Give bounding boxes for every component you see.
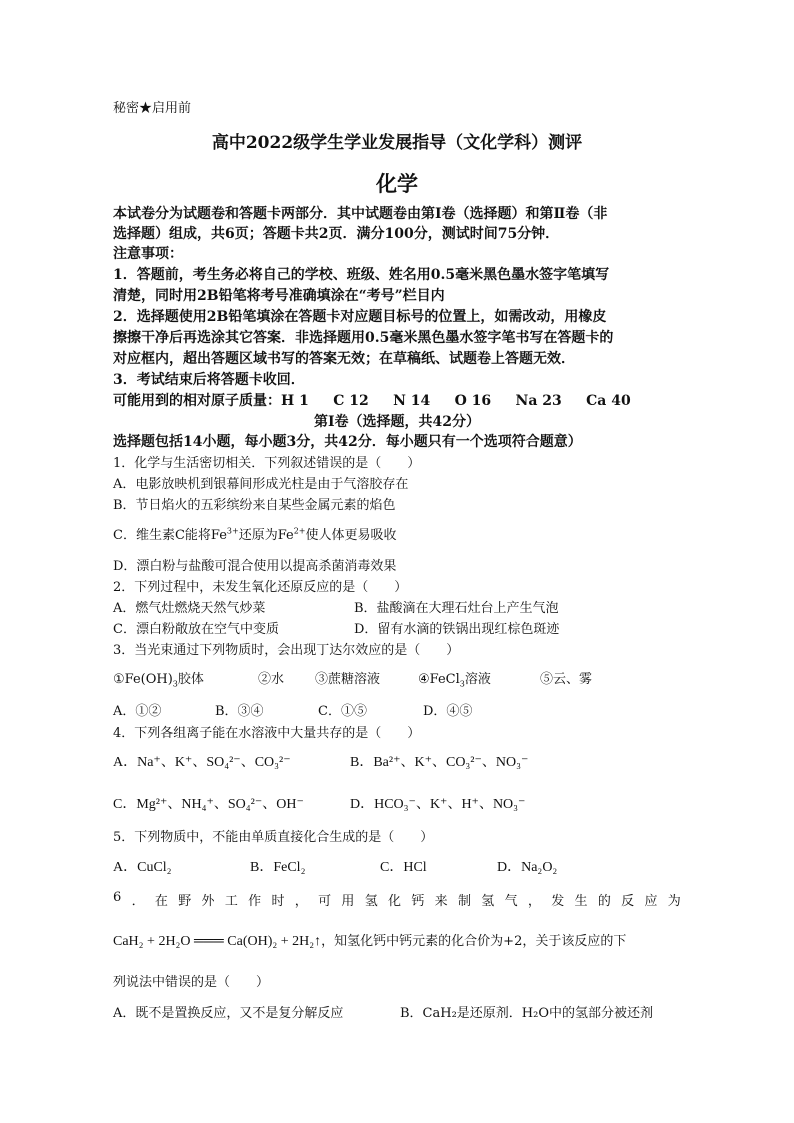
question-6-stem-char: 时 (271, 894, 285, 909)
notice-2c: 对应框内，超出答题区域书写的答案无效；在草稿纸、试题卷上答题无效． (113, 351, 575, 367)
atomic-masses: 可能用到的相对原子质量：H 1 C 12 N 14 O 16 Na 23 Ca 40 (113, 393, 631, 409)
question-2-option-b: B．盐酸滴在大理石灶台上产生气泡 (354, 601, 559, 616)
question-3-item-4: ④FeCl$_3$溶液 (418, 672, 491, 689)
question-5-option-c: C．HCl (380, 860, 427, 875)
question-4-option-a: A．Na⁺、K⁺、SO₄²⁻、CO₃²⁻ (113, 755, 291, 770)
question-6-option-a: A．既不是置换反应，又不是复分解反应 (113, 1006, 344, 1021)
subject-title: 化学 (376, 171, 418, 196)
reaction-equation: CaH₂ + 2H₂O ═══ Ca(OH)₂ + 2H₂↑ (113, 934, 322, 949)
question-4-stem: 4．下列各组离子能在水溶液中大量共存的是（ ） (113, 726, 421, 741)
exam-title: 高中2022级学生学业发展指导（文化学科）测评 (211, 133, 583, 153)
question-1-option-c: C．维生素C能将$Fe^{3+}$还原为$Fe^{2+}$使人体更易吸收 (113, 526, 397, 543)
intro-line-2: 选择题）组成，共6页；答题卡共2页．满分100分，测试时间75分钟． (113, 226, 560, 242)
question-1-stem: 1．化学与生活密切相关．下列叙述错误的是（ ） (113, 456, 421, 471)
question-6-option-b: B．CaH₂是还原剂．H₂O中的氢部分被还剂 (400, 1006, 654, 1021)
notice-3: 3．考试结束后将答题卡收回． (113, 372, 305, 388)
question-2-option-a: A．燃气灶燃烧天然气炒菜 (113, 601, 266, 616)
question-6-stem-char: ， (294, 894, 308, 909)
question-4-option-c: C．Mg²⁺、NH₄⁺、SO₄²⁻、OH⁻ (113, 797, 304, 812)
question-6-stem-char: 制 (457, 894, 471, 909)
question-6-equation-line (113, 930, 626, 950)
question-6-stem-char: 6 (113, 890, 122, 905)
intro-line-1: 本试卷分为试题卷和答题卡两部分．其中试题卷由第Ⅰ卷（选择题）和第Ⅱ卷（非 (113, 206, 608, 222)
question-3-item-1: $①Fe(OH)_3$胶体 (113, 672, 204, 689)
question-5-option-a: A．CuCl₂ (113, 860, 172, 875)
question-3-option-b: B．③④ (215, 704, 264, 719)
section-1-title: 第Ⅰ卷（选择题，共42分） (313, 414, 481, 430)
question-6-stem-char: 气 (504, 894, 518, 909)
question-3-item-5: ⑤云、雾 (540, 672, 593, 687)
question-6-stem-char: 反 (621, 894, 635, 909)
question-3-option-c: C．①⑤ (318, 704, 367, 719)
question-2-option-c: C．漂白粉敞放在空气中变质 (113, 622, 279, 637)
question-2-option-d: D．留有水滴的铁锅出现红棕色斑迹 (354, 622, 560, 637)
question-6-stem-char: 野 (178, 894, 192, 909)
notice-2a: 2．选择题使用2B铅笔填涂在答题卡对应题目标号的位置上，如需改动，用橡皮 (113, 309, 607, 325)
question-1-option-a: A．电影放映机到银幕间形成光柱是由于气溶胶存在 (113, 477, 409, 492)
question-6-stem-char: 外 (201, 894, 215, 909)
question-3-item-3: ③蔗糖溶液 (315, 672, 381, 687)
question-6-stem-char: 发 (551, 894, 565, 909)
question-6-stem-char: 工 (224, 894, 238, 909)
question-6-stem-char: ． (131, 894, 145, 909)
question-3-option-d: D．④⑤ (423, 704, 473, 719)
confidential-label: 秘密★启用前 (113, 101, 192, 116)
question-3-option-a: A．①② (113, 704, 162, 719)
question-6-stem-char: 氢 (481, 894, 495, 909)
question-1-option-b: B．节日焰火的五彩缤纷来自某些金属元素的焰色 (113, 498, 396, 513)
question-6-stem-char: ， (527, 894, 541, 909)
question-2-stem: 2．下列过程中，未发生氧化还原反应的是（ ） (113, 580, 408, 595)
question-6-stem-char: 生 (574, 894, 588, 909)
question-6-stem-char: 应 (644, 894, 658, 909)
notice-2b: 擦擦干净后再选涂其它答案．非选择题用0.5毫米黑色墨水签字笔书写在答题卡的 (113, 330, 614, 346)
question-4-option-d: D．HCO₃⁻、K⁺、H⁺、NO₃⁻ (350, 797, 526, 812)
question-6-stem-char: 氢 (364, 894, 378, 909)
notice-1a: 1．答题前，考生务必将自己的学校、班级、姓名用0.5毫米黑色墨水签字笔填写 (113, 267, 610, 283)
question-6-stem-char: 来 (434, 894, 448, 909)
question-6-stem-char: 化 (388, 894, 402, 909)
question-6-stem-char: 可 (318, 894, 332, 909)
question-3-item-2: ②水 (258, 672, 285, 687)
question-4-option-b: B．Ba²⁺、K⁺、CO₃²⁻、NO₃⁻ (350, 755, 529, 770)
question-3-stem: 3．当光束通过下列物质时，会出现丁达尔效应的是（ ） (113, 643, 460, 658)
question-6-stem (113, 890, 681, 909)
question-5-option-d: D．Na₂O₂ (497, 860, 558, 875)
question-6-stem-char: 在 (154, 894, 168, 909)
section-1-description: 选择题包括14小题，每小题3分，共42分．每小题只有一个选项符合题意） (113, 434, 582, 450)
question-6-stem-char: 钙 (411, 894, 425, 909)
question-6-stem-char: 作 (248, 894, 262, 909)
notice-heading: 注意事项： (113, 246, 183, 262)
question-6-stem-end: 列说法中错误的是（ ） (113, 975, 270, 990)
question-6-stem-char: 为 (667, 894, 681, 909)
question-6-stem-char: 的 (597, 894, 611, 909)
question-1-option-d: D．漂白粉与盐酸可混合使用以提高杀菌消毒效果 (113, 559, 397, 574)
question-6-stem-char: 用 (341, 894, 355, 909)
notice-1b: 清楚，同时用2B铅笔将考号准确填涂在“考号”栏目内 (113, 288, 445, 304)
question-6-stem-continued: ，知氢化钙中钙元素的化合价为+2，关于该反应的下 (321, 934, 627, 949)
question-5-option-b: B．FeCl₂ (250, 860, 306, 875)
question-5-stem: 5．下列物质中，不能由单质直接化合生成的是（ ） (113, 830, 434, 845)
